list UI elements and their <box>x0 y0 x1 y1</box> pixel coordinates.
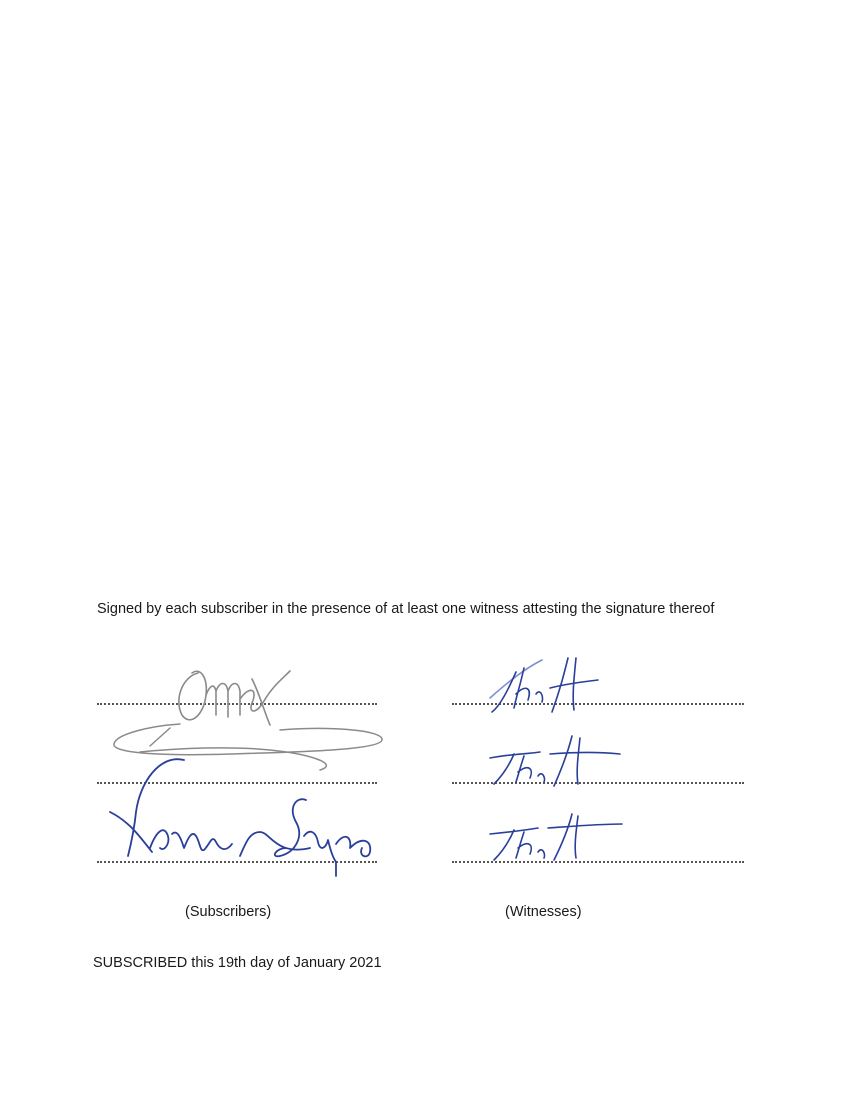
witness-signature-2 <box>480 732 630 792</box>
attestation-statement: Signed by each subscriber in the presence of at least one witness attesting the signature thereof <box>97 601 715 617</box>
witnesses-caption: (Witnesses) <box>505 904 582 920</box>
subscribers-caption: (Subscribers) <box>185 904 272 920</box>
witness-signature-3 <box>480 812 630 872</box>
subscriber-signature-3 <box>100 752 390 882</box>
witness-signature-1 <box>480 650 620 720</box>
subscribed-date-line: SUBSCRIBED this 19th day of January 2021 <box>93 955 382 971</box>
